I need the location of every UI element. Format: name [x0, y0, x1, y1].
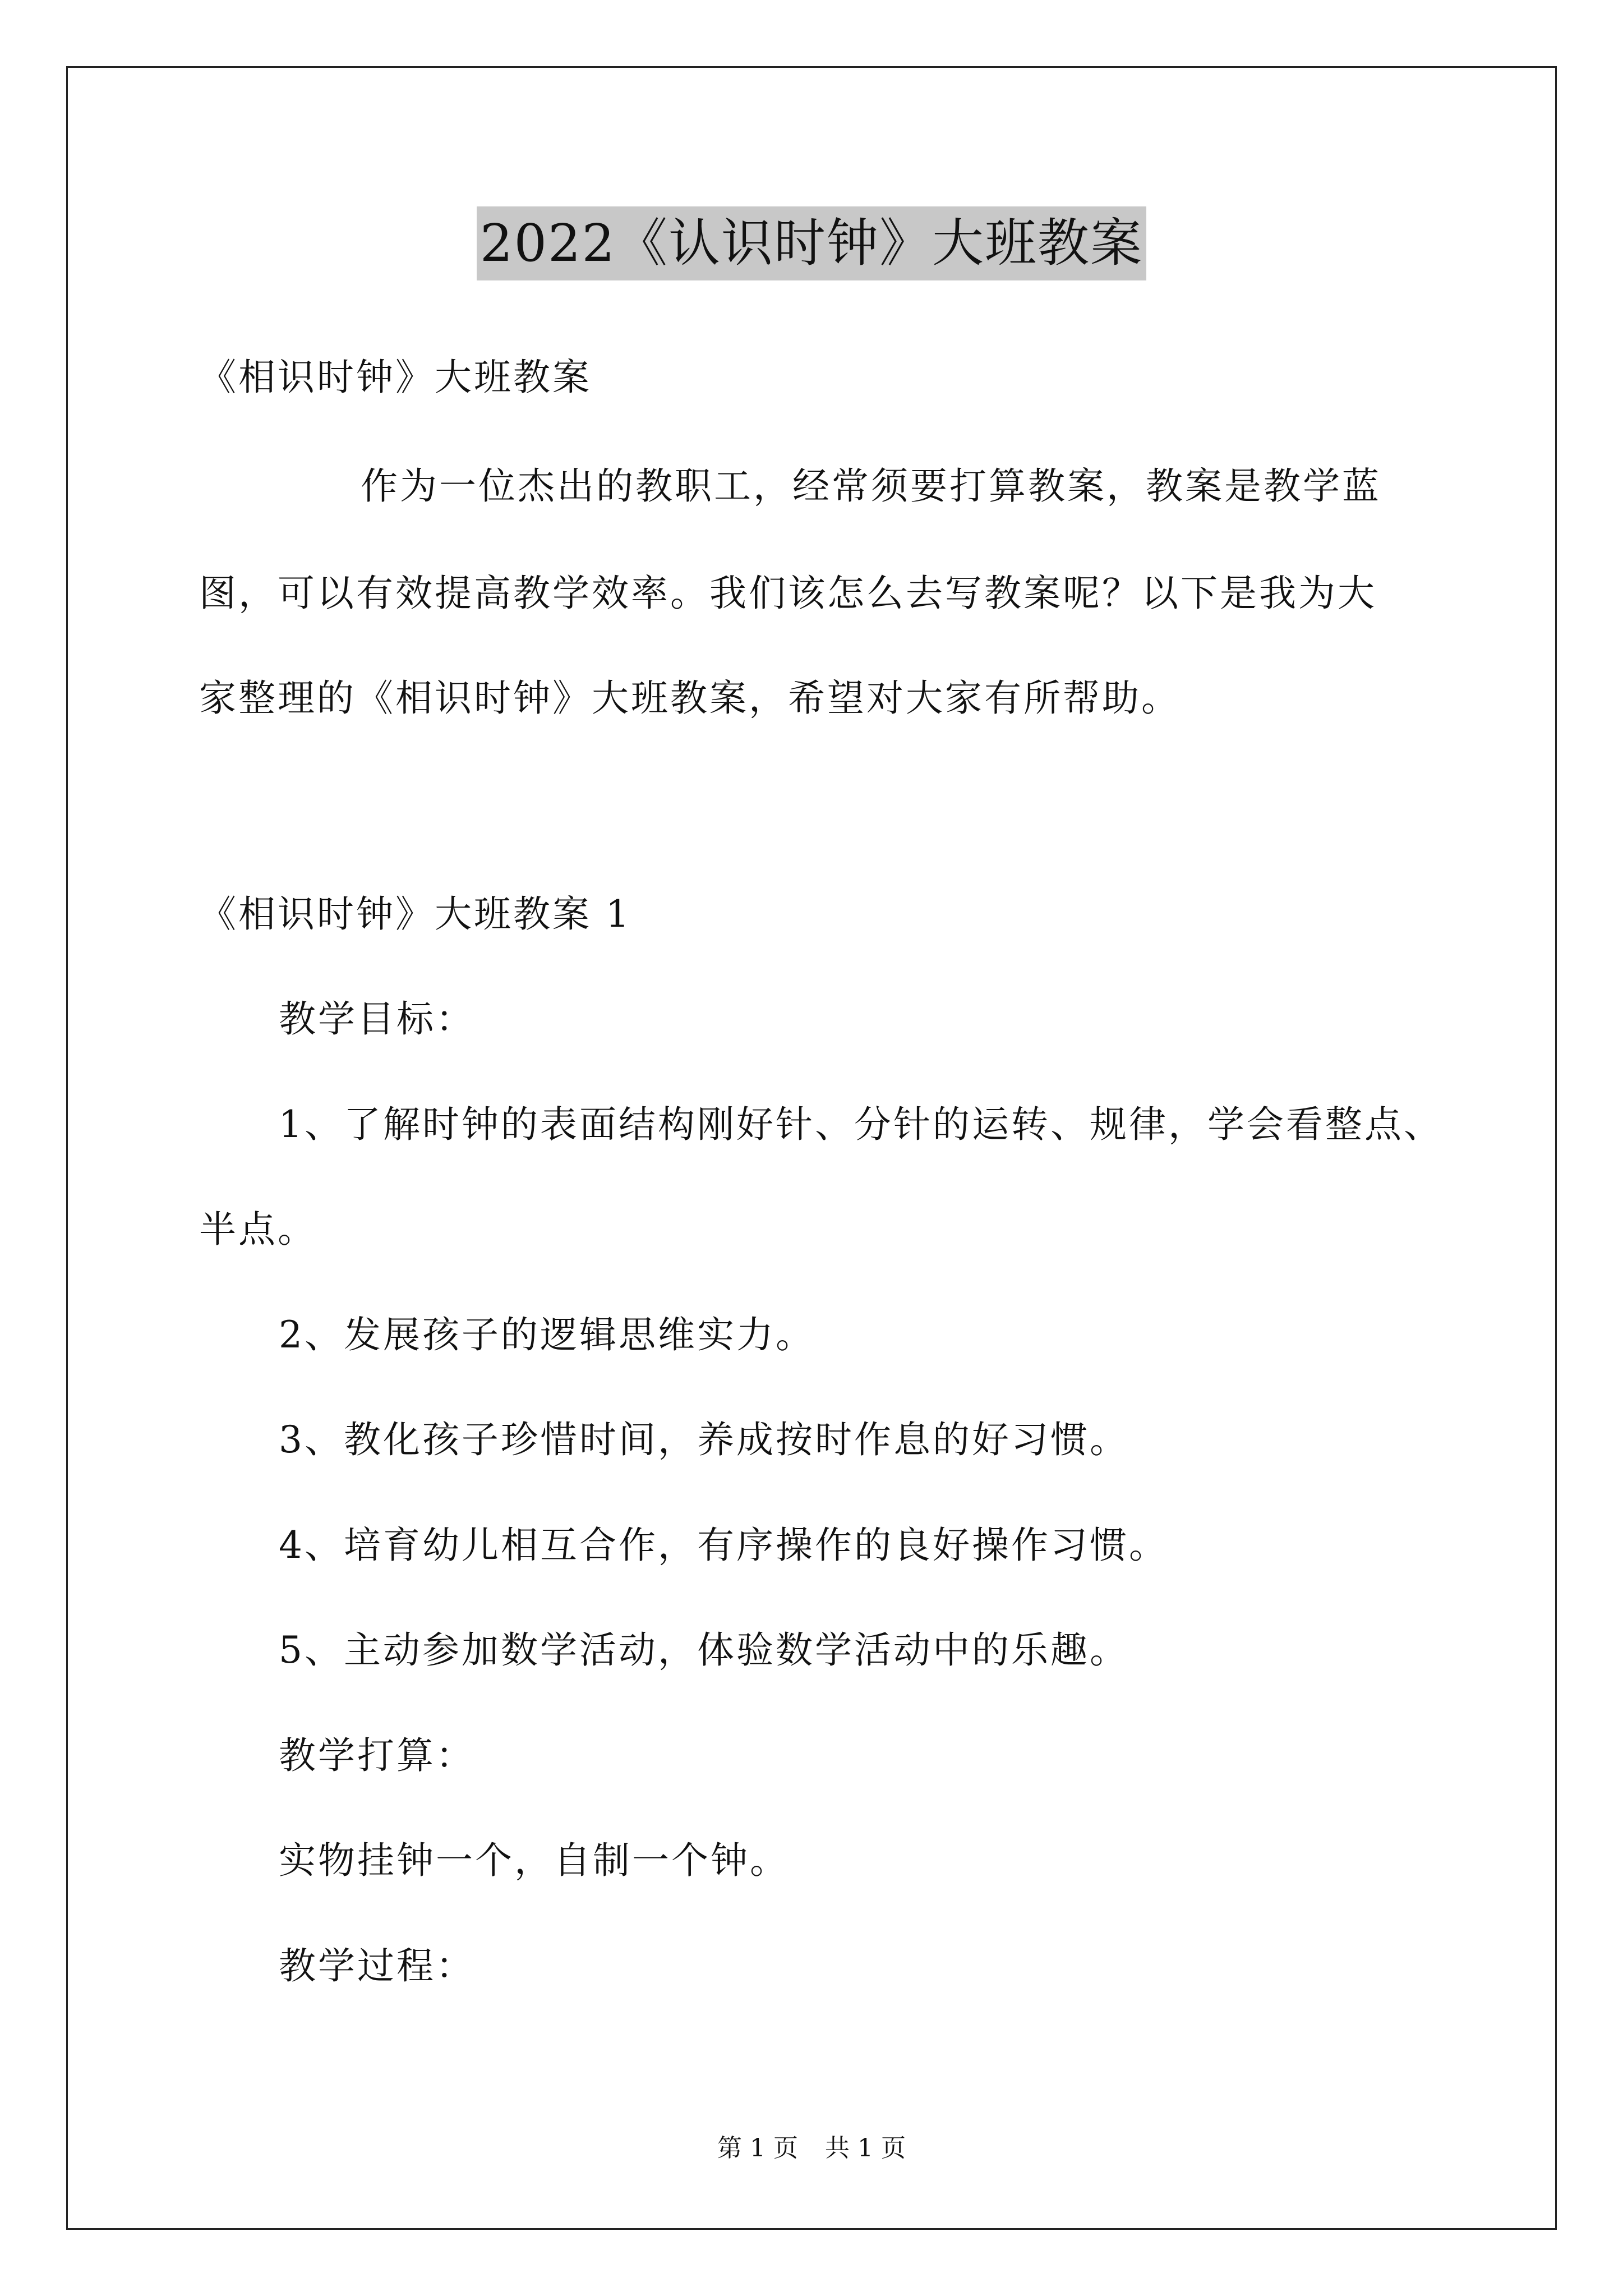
intro-line-3: 家整理的《相识时钟》大班教案，希望对大家有所帮助。: [199, 677, 1181, 720]
subtitle: 《相识时钟》大班教案: [199, 356, 592, 399]
goal-item-4: 4、培育幼儿相互合作，有序操作的良好操作习惯。: [279, 1524, 1168, 1567]
intro-line-2: 图，可以有效提高教学效率。我们该怎么去写教案呢？以下是我为大: [199, 572, 1377, 615]
goal-item-2: 2、发展孩子的逻辑思维实力。: [279, 1313, 815, 1356]
page-footer: [0, 2132, 1623, 2165]
prep-heading: 教学打算：: [279, 1734, 475, 1777]
goal-item-5: 5、主动参加数学活动，体验数学活动中的乐趣。: [279, 1628, 1129, 1672]
page-number: 第 1 页: [717, 2134, 798, 2162]
prep-text: 实物挂钟一个，自制一个钟。: [279, 1839, 789, 1882]
goals-heading: 教学目标：: [279, 997, 475, 1041]
document-title: 2022《认识时钟》大班教案: [477, 206, 1146, 280]
goal-item-1-continued: 半点。: [199, 1208, 317, 1251]
title-wrapper: [0, 206, 1623, 280]
goal-item-3: 3、教化孩子珍惜时间，养成按时作息的好习惯。: [279, 1418, 1129, 1461]
goal-item-1: 1、了解时钟的表面结构刚好针、分针的运转、规律，学会看整点、: [279, 1103, 1443, 1146]
intro-line-1: 作为一位杰出的教职工，经常须要打算教案，教案是教学蓝: [361, 464, 1381, 508]
page-total: 共 1 页: [825, 2134, 906, 2162]
process-heading: 教学过程：: [279, 1944, 475, 1987]
section-heading: 《相识时钟》大班教案 1: [199, 892, 631, 936]
